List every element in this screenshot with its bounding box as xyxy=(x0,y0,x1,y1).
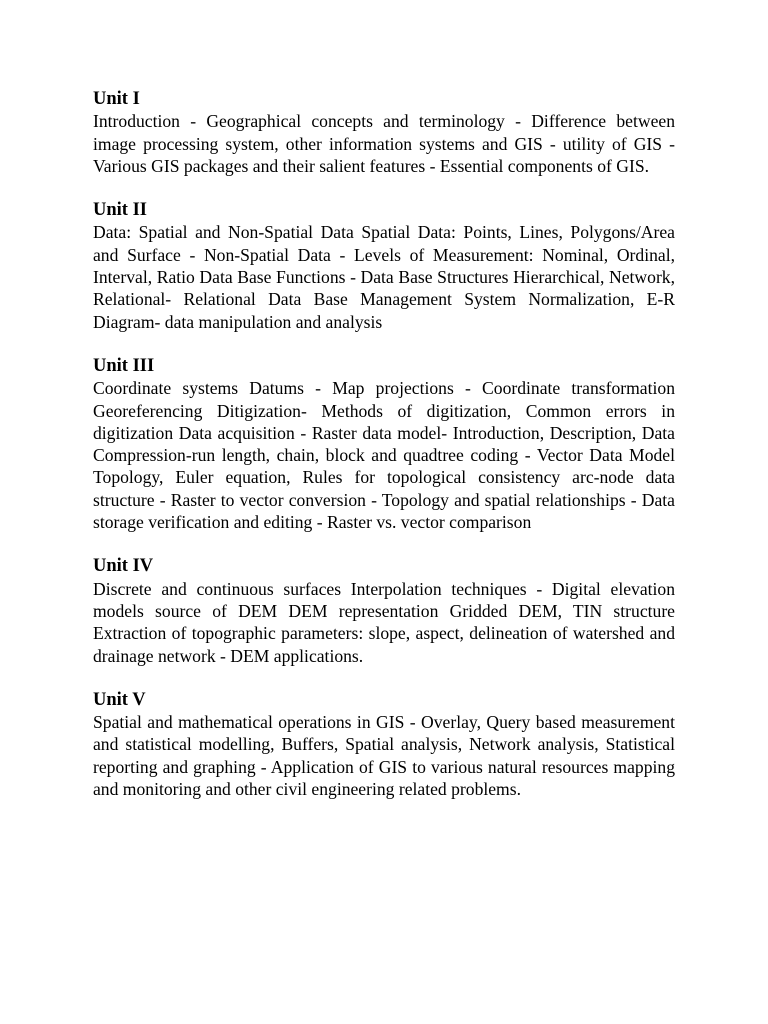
unit-2-section xyxy=(93,199,675,333)
unit-5-body: Spatial and mathematical operations in GIS - Overlay, Query based measurement and statistical modelling, Buffers, Spatial analysis, Network analysis, Statistical reporting and graphing - Application of GIS to various natural resources mapping and monitoring and other civil engineering related problems. xyxy=(93,712,675,800)
unit-3-section xyxy=(93,355,675,533)
unit-3-title: Unit III xyxy=(93,355,155,376)
unit-4-title: Unit IV xyxy=(93,556,154,577)
unit-5-section xyxy=(93,689,675,800)
unit-3-body: Coordinate systems Datums - Map projections - Coordinate transformation Georeferencing Ditigization- Methods of digitization, Common errors in digitization Data acquisition - Raster data model- Introduction, Description, Data Compression-run length, chain, block and quadtree coding - Vector Data Model Topology, Euler equation, Rules for topological consistency arc-node data structure - Raster to vector conversion - Topology and spatial relationships - Data storage verification and editing - Raster vs. vector comparison xyxy=(93,378,675,533)
unit-2-title: Unit II xyxy=(93,200,147,221)
unit-2-body: Data: Spatial and Non-Spatial Data Spatial Data: Points, Lines, Polygons/Area and Surface - Non-Spatial Data - Levels of Measurement: Nominal, Ordinal, Interval, Ratio Data Base Functions - Data Base Structures Hierarchical, Network, Relational- Relational Data Base Management System Normalization, E-R Diagram- data manipulation and analysis xyxy=(93,222,675,332)
unit-1-body: Introduction - Geographical concepts and terminology - Difference between image processing system, other information systems and GIS - utility of GIS - Various GIS packages and their salient features - Essential components of GIS. xyxy=(93,111,675,176)
unit-5-title: Unit V xyxy=(93,689,146,710)
unit-4-body: Discrete and continuous surfaces Interpolation techniques - Digital elevation models source of DEM DEM representation Gridded DEM, TIN structure Extraction of topographic parameters: slope, aspect, delineation of watershed and drainage network - DEM applications. xyxy=(93,578,675,666)
unit-4-section xyxy=(93,555,675,666)
unit-1-title: Unit I xyxy=(93,89,140,109)
unit-1-section xyxy=(93,88,675,177)
syllabus-document xyxy=(93,88,675,822)
